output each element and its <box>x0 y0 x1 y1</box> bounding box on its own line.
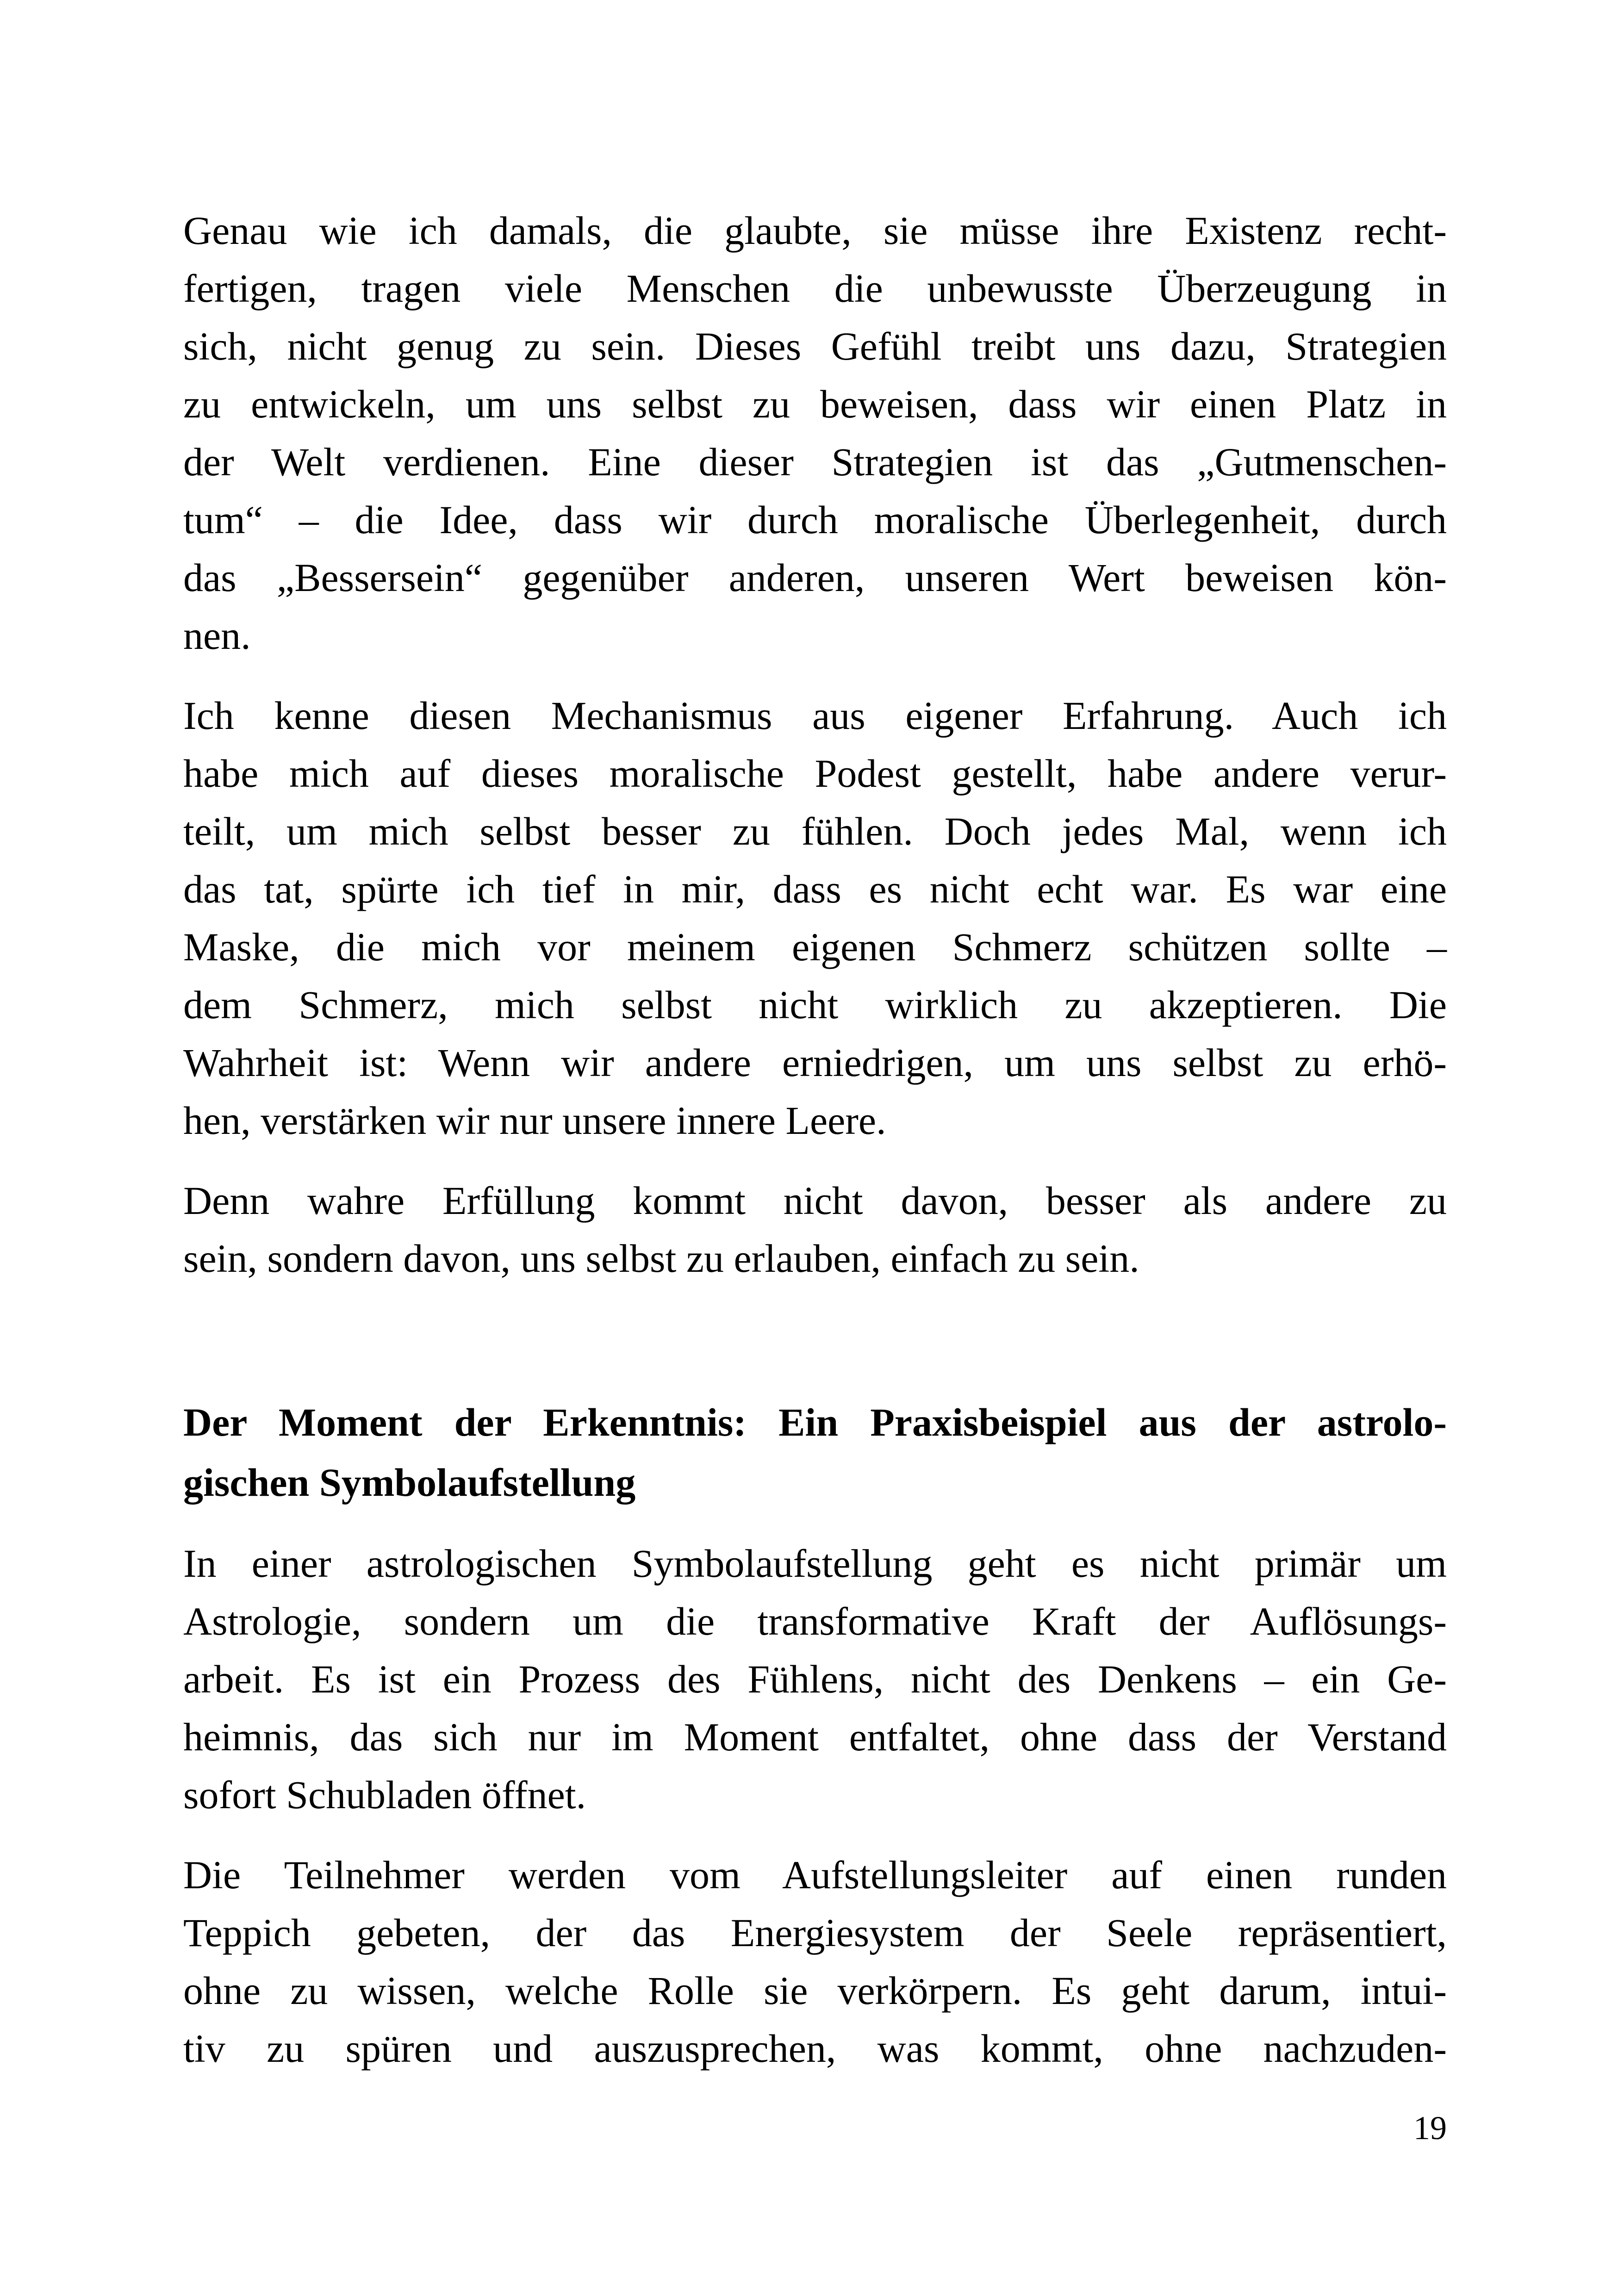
text-line: das tat, spürte ich tief in mir, dass es nicht echt war. Es war eine <box>183 867 1447 911</box>
paragraph <box>183 202 1447 665</box>
paragraph <box>183 687 1447 1150</box>
section-heading <box>183 1392 1447 1512</box>
text-line: teilt, um mich selbst besser zu fühlen. Doch jedes Mal, wenn ich <box>183 809 1447 853</box>
text-line: sein, sondern davon, uns selbst zu erlauben, einfach zu sein. <box>183 1236 1139 1281</box>
text-line: nen. <box>183 613 251 658</box>
heading-line: Der Moment der Erkenntnis: Ein Praxisbeispiel aus der astrolo- <box>183 1400 1447 1444</box>
text-line: habe mich auf dieses moralische Podest gestellt, habe andere verur- <box>183 751 1447 796</box>
text-line: Maske, die mich vor meinem eigenen Schmerz schützen sollte – <box>183 925 1447 969</box>
text-line: ohne zu wissen, welche Rolle sie verkörpern. Es geht darum, intui- <box>183 1968 1447 2013</box>
text-line: tiv zu spüren und auszusprechen, was kommt, ohne nachzuden- <box>183 2026 1447 2071</box>
text-line: hen, verstärken wir nur unsere innere Leere. <box>183 1098 886 1143</box>
text-line: Denn wahre Erfüllung kommt nicht davon, besser als andere zu <box>183 1178 1447 1223</box>
text-line: dem Schmerz, mich selbst nicht wirklich zu akzeptieren. Die <box>183 983 1447 1027</box>
text-line: zu entwickeln, um uns selbst zu beweisen, dass wir einen Platz in <box>183 382 1447 426</box>
text-line: Ich kenne diesen Mechanismus aus eigener Erfahrung. Auch ich <box>183 693 1447 738</box>
text-line: Teppich gebeten, der das Energiesystem der Seele repräsentiert, <box>183 1910 1447 1955</box>
text-line: das „Bessersein“ gegenüber anderen, unseren Wert beweisen kön- <box>183 555 1447 600</box>
text-line: Astrologie, sondern um die transformative Kraft der Auflösungs- <box>183 1599 1447 1643</box>
heading-line: gischen Symbolaufstellung <box>183 1460 636 1505</box>
text-line: Die Teilnehmer werden vom Aufstellungsleiter auf einen runden <box>183 1853 1447 1897</box>
text-line: fertigen, tragen viele Menschen die unbewusste Überzeugung in <box>183 266 1447 311</box>
paragraph <box>183 1172 1447 1288</box>
text-line: der Welt verdienen. Eine dieser Strategien ist das „Gutmenschen- <box>183 440 1447 484</box>
text-line: Wahrheit ist: Wenn wir andere erniedrigen, um uns selbst zu erhö- <box>183 1040 1447 1085</box>
text-line: tum“ – die Idee, dass wir durch moralische Überlegenheit, durch <box>183 498 1447 542</box>
paragraph <box>183 1535 1447 1824</box>
text-line: sofort Schubladen öffnet. <box>183 1773 586 1817</box>
text-line: sich, nicht genug zu sein. Dieses Gefühl treibt uns dazu, Strategien <box>183 324 1447 368</box>
text-line: In einer astrologischen Symbolaufstellung geht es nicht primär um <box>183 1541 1447 1586</box>
text-line: arbeit. Es ist ein Prozess des Fühlens, nicht des Denkens – ein Ge- <box>183 1657 1447 1701</box>
text-line: heimnis, das sich nur im Moment entfaltet, ohne dass der Verstand <box>183 1715 1447 1759</box>
text-body <box>183 202 1447 2100</box>
text-line: Genau wie ich damals, die glaubte, sie müsse ihre Existenz recht- <box>183 208 1447 253</box>
page-number: 19 <box>1413 2109 1447 2147</box>
paragraph <box>183 1846 1447 2078</box>
